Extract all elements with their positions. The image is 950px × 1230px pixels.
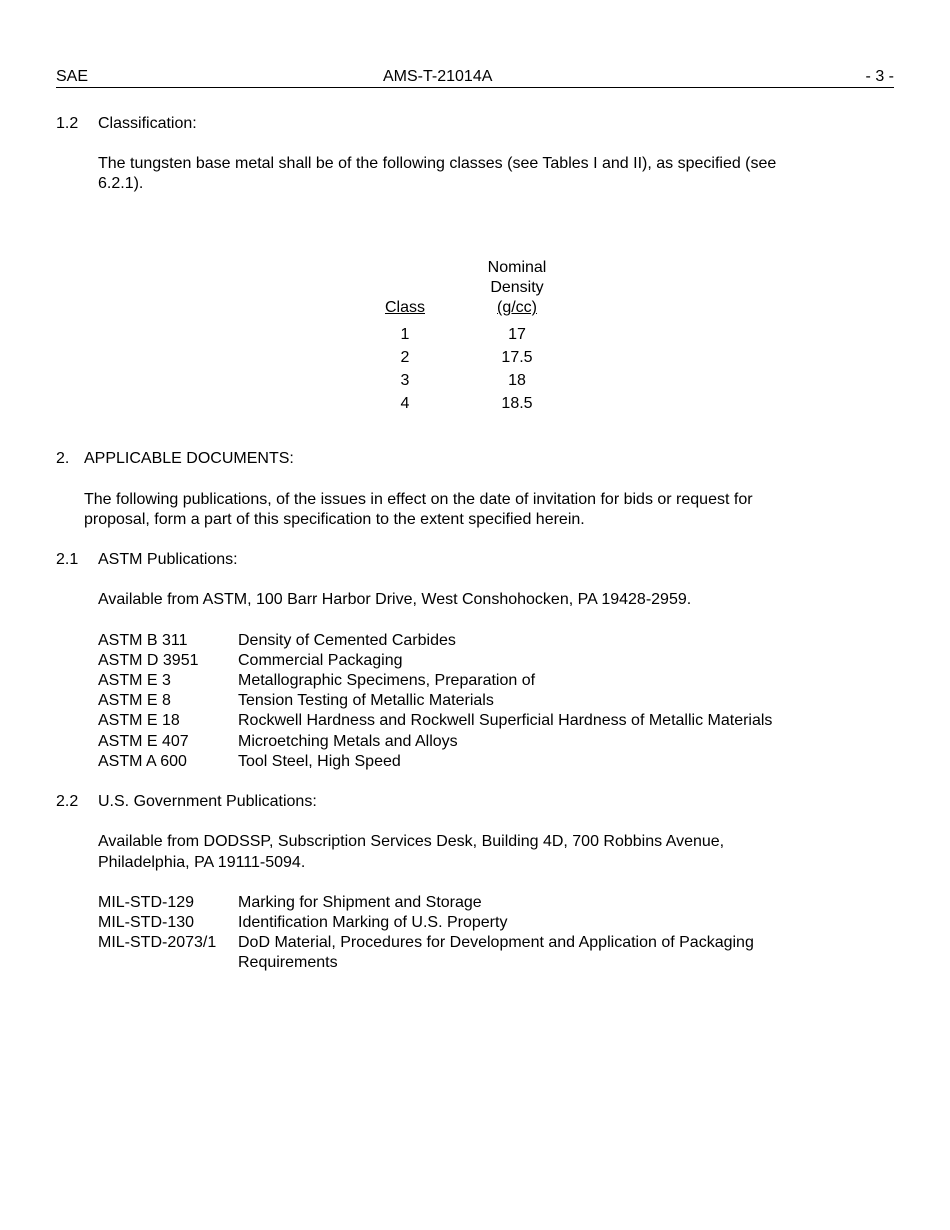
- section-2-2-number: 2.2: [56, 793, 79, 810]
- section-2-1-title: ASTM Publications:: [98, 551, 238, 568]
- class-cell: 1: [400, 326, 410, 343]
- section-2-paragraph-line1: The following publications, of the issues in effect on the date of invitation for bids or request for: [84, 491, 753, 508]
- reference-code: MIL-STD-130: [98, 914, 195, 931]
- section-2-2-availability-line1: Available from DODSSP, Subscription Services Desk, Building 4D, 700 Robbins Avenue,: [98, 833, 725, 850]
- reference-title-continuation: Requirements: [238, 954, 338, 971]
- reference-title: Identification Marking of U.S. Property: [238, 914, 508, 931]
- section-2-number: 2.: [56, 450, 70, 467]
- density-header-line1: Nominal: [487, 259, 547, 276]
- reference-title: Commercial Packaging: [238, 652, 403, 669]
- density-cell: 17.5: [501, 349, 533, 366]
- reference-code: ASTM E 8: [98, 692, 171, 709]
- section-1-2-title: Classification:: [98, 115, 197, 132]
- section-1-2-paragraph-line1: The tungsten base metal shall be of the following classes (see Tables I and II), as specified (see: [98, 155, 777, 172]
- reference-code: ASTM E 407: [98, 733, 189, 750]
- header-doc-number: AMS-T-21014A: [383, 68, 493, 85]
- section-2-paragraph-line2: proposal, form a part of this specification to the extent specified herein.: [84, 511, 585, 528]
- reference-title: Density of Cemented Carbides: [238, 632, 456, 649]
- reference-title: Microetching Metals and Alloys: [238, 733, 458, 750]
- section-2-1-number: 2.1: [56, 551, 79, 568]
- reference-title: Marking for Shipment and Storage: [238, 894, 482, 911]
- reference-code: MIL-STD-2073/1: [98, 934, 217, 951]
- section-2-title: APPLICABLE DOCUMENTS:: [84, 450, 294, 467]
- section-2-2-availability-line2: Philadelphia, PA 19111-5094.: [98, 854, 306, 871]
- section-1-2-paragraph-line2: 6.2.1).: [98, 175, 144, 192]
- section-2-2-title: U.S. Government Publications:: [98, 793, 317, 810]
- density-cell: 18: [508, 372, 526, 389]
- reference-code: ASTM E 18: [98, 712, 180, 729]
- reference-code: ASTM A 600: [98, 753, 187, 770]
- section-1-2-number: 1.2: [56, 115, 79, 132]
- density-cell: 18.5: [501, 395, 533, 412]
- reference-code: ASTM B 311: [98, 632, 188, 649]
- header-page-number: - 3 -: [865, 68, 894, 85]
- reference-code: MIL-STD-129: [98, 894, 195, 911]
- reference-title: DoD Material, Procedures for Development and Application of Packaging: [238, 934, 754, 951]
- class-cell: 3: [400, 372, 410, 389]
- class-cell: 2: [400, 349, 410, 366]
- density-header-units: (g/cc): [497, 299, 537, 316]
- reference-title: Rockwell Hardness and Rockwell Superficial Hardness of Metallic Materials: [238, 712, 773, 729]
- header-org: SAE: [56, 68, 89, 85]
- reference-title: Metallographic Specimens, Preparation of: [238, 672, 536, 689]
- class-cell: 4: [400, 395, 410, 412]
- header-rule: [56, 87, 894, 88]
- reference-code: ASTM D 3951: [98, 652, 199, 669]
- reference-title: Tension Testing of Metallic Materials: [238, 692, 494, 709]
- density-cell: 17: [508, 326, 526, 343]
- reference-title: Tool Steel, High Speed: [238, 753, 401, 770]
- class-header: Class: [384, 299, 425, 316]
- density-header-line2: Density: [490, 279, 544, 296]
- section-2-1-availability: Available from ASTM, 100 Barr Harbor Drive, West Conshohocken, PA 19428-2959.: [98, 591, 692, 608]
- reference-code: ASTM E 3: [98, 672, 171, 689]
